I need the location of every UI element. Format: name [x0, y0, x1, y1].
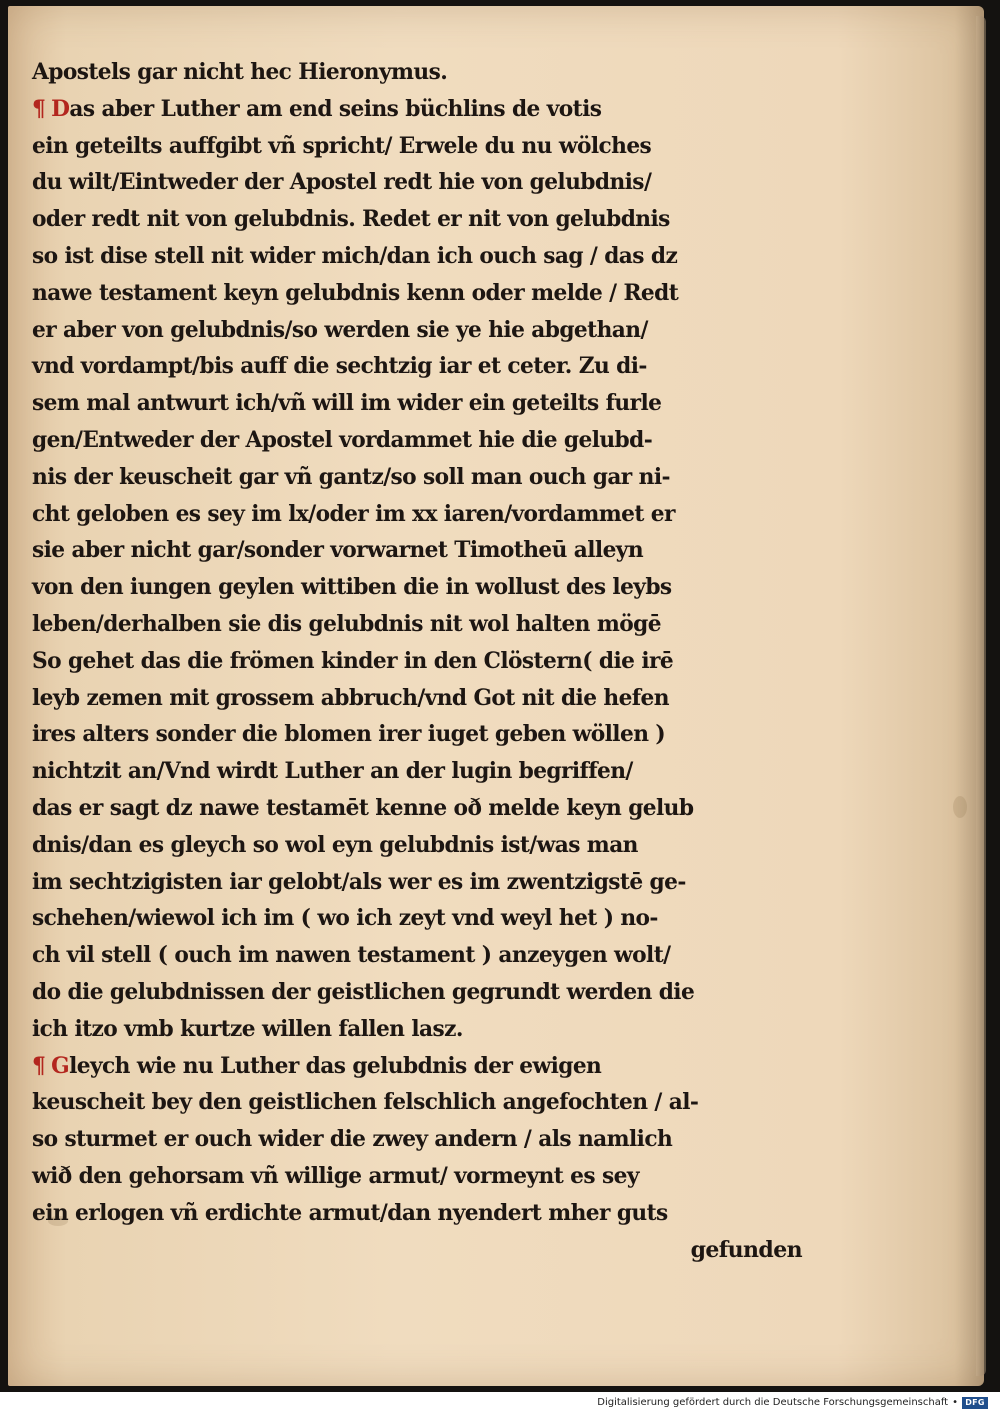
text-line [32, 348, 792, 385]
line-text: von den iungen geylen wittiben die in wollust des leybs [32, 574, 672, 601]
line-text: ch vil stell ( ouch im nawen testament ) anzeygen wolt/ [32, 942, 671, 969]
text-line [32, 1048, 792, 1085]
credit-text: Digitalisierung gefördert durch die Deutsche Forschungsgemeinschaft [597, 1397, 949, 1408]
line-text: cht geloben es sey im lx/oder im xx iaren/vordammet er [32, 500, 675, 527]
paper-stain [953, 796, 967, 818]
line-text: wið den gehorsam vñ willige armut/ vormeynt es sey [32, 1162, 639, 1189]
text-line [32, 459, 792, 496]
line-text: Apostels gar nicht hec Hieronymus. [32, 59, 448, 85]
text-line [32, 790, 792, 827]
line-text: gen/Entweder der Apostel vordammet hie die gelubd- [32, 426, 653, 453]
line-text: sie aber nicht gar/sonder vorwarnet Timotheū alleyn [32, 537, 644, 564]
text-line [32, 532, 792, 569]
digitization-credit [597, 1396, 958, 1410]
text-line [32, 496, 792, 533]
text-line [32, 643, 792, 680]
text-line [32, 385, 792, 422]
page-edge [976, 16, 986, 1376]
dfg-logo: DFG [962, 1397, 988, 1409]
text-line [32, 312, 792, 349]
text-line [32, 128, 792, 165]
text-line [32, 974, 792, 1011]
line-text: nawe testament keyn gelubdnis kenn oder melde / Redt [32, 279, 679, 306]
text-line [32, 1195, 792, 1232]
text-line [32, 422, 792, 459]
paragraph-mark-icon: ¶ [32, 1052, 46, 1079]
line-text: du wilt/Eintweder der Apostel redt hie von gelubdnis/ [32, 169, 652, 196]
line-text: so ist dise stell nit wider mich/dan ich ouch sag / das dz [32, 242, 678, 269]
line-text: ires alters sonder die blomen irer iuget geben wöllen ) [32, 721, 666, 748]
line-text: so sturmet er ouch wider die zwey andern / als namlich [32, 1126, 673, 1153]
line-text: das er sagt dz nawe testamēt kenne oð melde keyn gelub [32, 794, 694, 821]
line-text: ein erlogen vñ erdichte armut/dan nyendert mher guts [32, 1199, 668, 1226]
text-line [32, 91, 792, 128]
text-line [32, 1121, 792, 1158]
line-text: vnd vordampt/bis auff die sechtzig iar et ceter. Zu di- [32, 353, 647, 380]
line-text: sem mal antwurt ich/vñ will im wider ein geteilts furle [32, 390, 662, 417]
line-text: keuscheit bey den geistlichen felschlich angefochten / al- [32, 1089, 699, 1116]
line-text: ich itzo vmb kurtze willen fallen lasz. [32, 1015, 463, 1042]
text-line [32, 1232, 802, 1269]
line-text: gefunden [690, 1236, 802, 1263]
text-line [32, 680, 792, 717]
line-text: do die gelubdnissen der geistlichen gegrundt werden die [32, 978, 695, 1005]
text-line [32, 275, 792, 312]
rubricated-initial: D [51, 95, 70, 122]
text-line [32, 753, 792, 790]
line-text: nis der keuscheit gar vñ gantz/so soll man ouch gar ni- [32, 463, 670, 490]
text-line [32, 1011, 792, 1048]
line-text: nichtzit an/Vnd wirdt Luther an der lugin begriffen/ [32, 758, 633, 785]
text-line [32, 900, 792, 937]
text-line [32, 1158, 792, 1195]
text-line [32, 569, 792, 606]
paragraph-mark-icon: ¶ [32, 95, 46, 122]
text-line [32, 937, 792, 974]
text-line [32, 1084, 792, 1121]
book-page [8, 6, 984, 1386]
line-text: So gehet das die frömen kinder in den Clöstern( die irē [32, 647, 674, 674]
text-line [32, 54, 792, 91]
line-text: er aber von gelubdnis/so werden sie ye hie abgethan/ [32, 316, 648, 343]
text-line [32, 864, 792, 901]
line-text: schehen/wiewol ich im ( wo ich zeyt vnd weyl het ) no- [32, 905, 658, 932]
line-text: leyb zemen mit grossem abbruch/vnd Got nit die hefen [32, 684, 669, 711]
credit-separator: • [952, 1397, 958, 1408]
text-line [32, 606, 792, 643]
text-line [32, 827, 792, 864]
text-line [32, 238, 792, 275]
page-text-block [32, 54, 802, 1268]
line-text: leych wie nu Luther das gelubdnis der ewigen [69, 1052, 602, 1079]
line-text: oder redt nit von gelubdnis. Redet er nit von gelubdnis [32, 206, 670, 233]
text-line [32, 201, 792, 238]
line-text: leben/derhalben sie dis gelubdnis nit wol halten mögē [32, 610, 661, 637]
text-line [32, 716, 792, 753]
line-text: dnis/dan es gleych so wol eyn gelubdnis ist/was man [32, 831, 638, 858]
text-line [32, 164, 792, 201]
rubricated-initial: G [51, 1052, 70, 1079]
line-text: as aber Luther am end seins büchlins de votis [69, 95, 602, 122]
line-text: im sechtzigisten iar gelobt/als wer es im zwentzigstē ge- [32, 868, 686, 895]
line-text: ein geteilts auffgibt vñ spricht/ Erwele du nu wölches [32, 132, 652, 159]
